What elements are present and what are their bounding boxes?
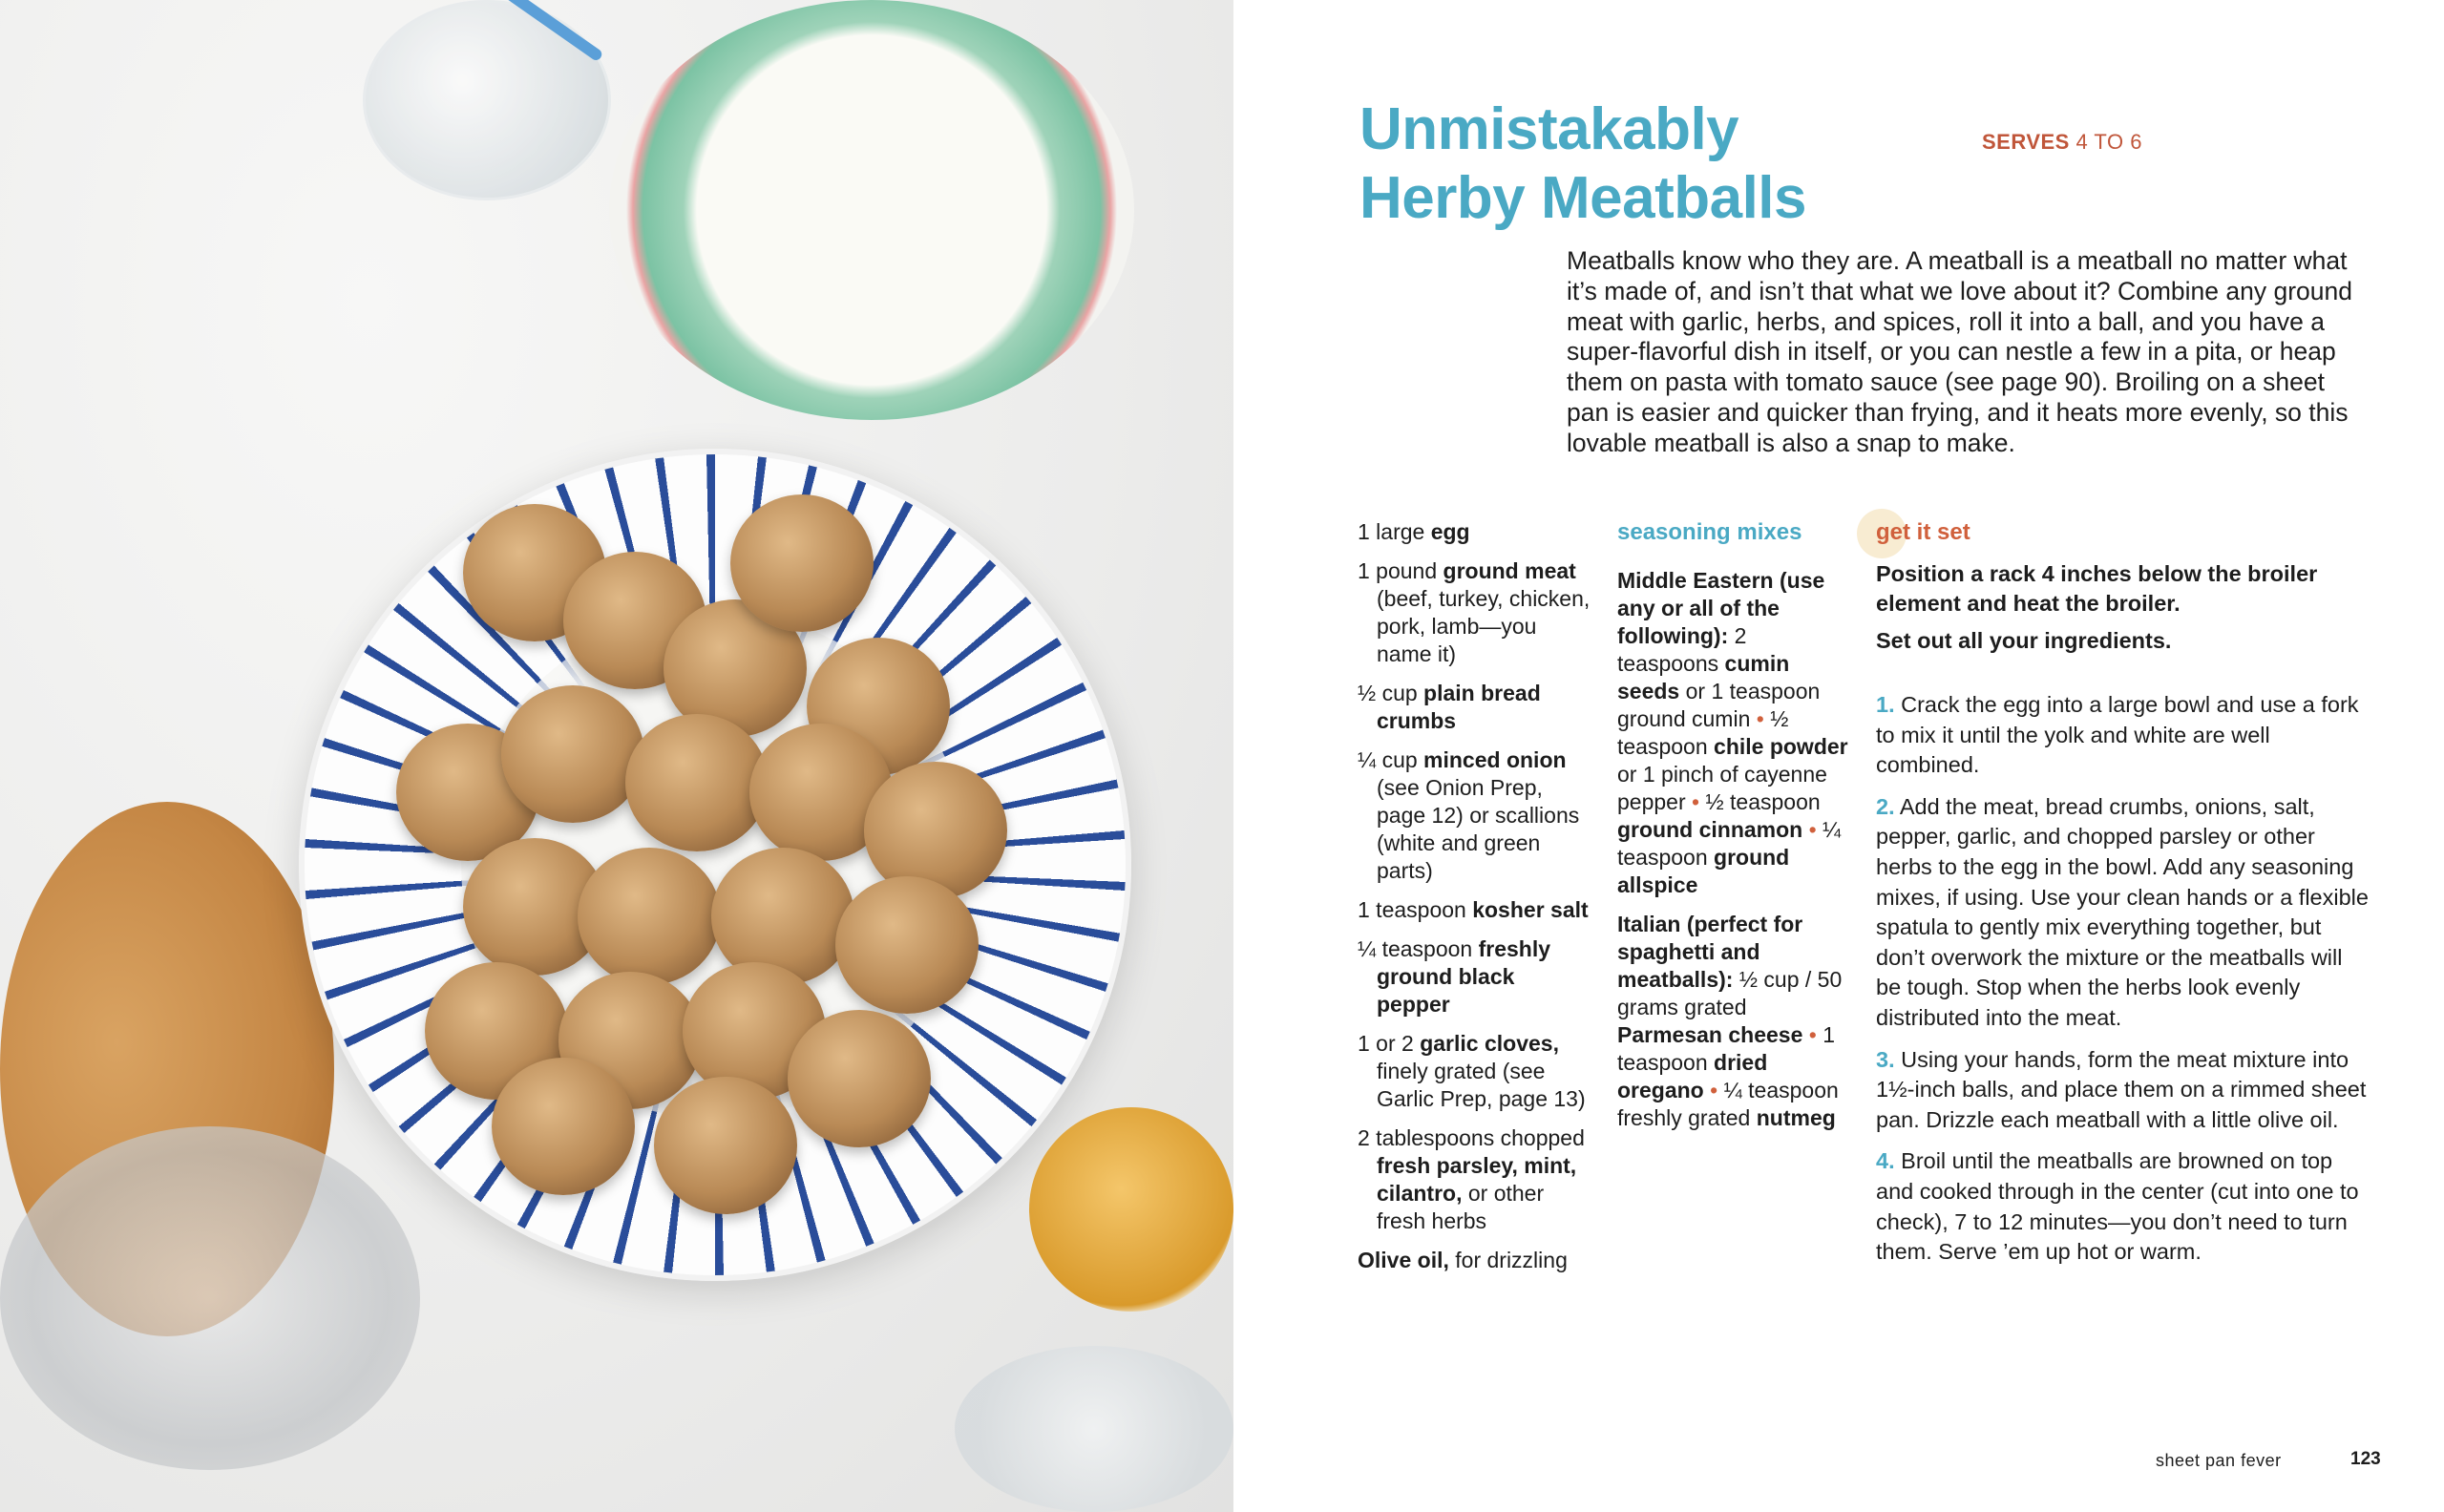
water-glass bbox=[363, 0, 611, 200]
text-segment: or 1 teaspoon ground cumin bbox=[1617, 679, 1821, 731]
text-segment: or other fresh herbs bbox=[1377, 1181, 1545, 1233]
bullet-separator: • bbox=[1756, 706, 1764, 731]
step-text: Add the meat, bread crumbs, onions, salt, pepper, garlic, and chopped parsley or other herbs to the egg in the bowl. Add any seasoning mixes, if using. Use your clean hands or a flexible spatula to gently mix everything together, but don’t overwork the mixture or the meatballs will be tough. Stop when the herbs look evenly distributed into the meat. bbox=[1876, 793, 2369, 1030]
step bbox=[1876, 792, 2372, 1034]
text-segment: garlic cloves, bbox=[1420, 1031, 1559, 1056]
step-number: 1. bbox=[1876, 692, 1895, 717]
text-segment: 1 pound bbox=[1358, 558, 1443, 583]
text-segment: ground meat bbox=[1443, 558, 1576, 583]
setup-heading-text: get it set bbox=[1876, 519, 1970, 545]
intro-paragraph: Meatballs know who they are. A meatball is a meatball no matter what it’s made of, and isn’t that what we love about it? Combine any ground meat with garlic, herbs, and spices, roll it into a ball, and you have a super-flavorful dish in itself, or you can nestle a few in a pita, or heap them on pasta with tomato sauce (see page 90). Broiling on a sheet pan is easier and quicker than frying, and it heats more evenly, so this lovable meatball is also a snap to make. bbox=[1567, 246, 2352, 457]
ingredient-item bbox=[1358, 680, 1591, 735]
ingredient-item bbox=[1358, 935, 1591, 1018]
text-segment: plain bread crumbs bbox=[1377, 681, 1541, 733]
step bbox=[1876, 690, 2372, 781]
page-number: 123 bbox=[2350, 1449, 2381, 1469]
text-segment: 1 teaspoon bbox=[1358, 897, 1473, 922]
text-segment: ½ teaspoon bbox=[1699, 789, 1821, 814]
text-segment: 1 teaspoon bbox=[1617, 1022, 1835, 1075]
title-line-1: Unmistakably bbox=[1359, 96, 1739, 162]
bullet-separator: • bbox=[1692, 789, 1700, 814]
recipe-title bbox=[1359, 95, 1806, 233]
text-segment: Middle Eastern (use any or all of the following): bbox=[1617, 568, 1825, 648]
setup-item: Set out all your ingredients. bbox=[1876, 628, 2172, 653]
seasoning-mix bbox=[1617, 911, 1851, 1132]
meatball bbox=[492, 1058, 635, 1195]
text-segment: (beef, turkey, chicken, pork, lamb—you name it) bbox=[1377, 586, 1591, 666]
setup-item: Position a rack 4 inches below the broiler element and heat the broiler. bbox=[1876, 561, 2318, 616]
bottom-glass bbox=[955, 1346, 1233, 1512]
step bbox=[1876, 1146, 2372, 1267]
meatball bbox=[625, 714, 769, 851]
yogurt-bowl bbox=[609, 0, 1134, 420]
meatball bbox=[654, 1077, 797, 1214]
bullet-separator: • bbox=[1808, 1022, 1817, 1047]
ingredient-item bbox=[1358, 746, 1591, 885]
text-segment: (see Onion Prep, page 12) or scallions (white and green parts) bbox=[1377, 775, 1580, 883]
steps-list bbox=[1876, 690, 2372, 1268]
text-segment: or 1 pinch of cayenne pepper bbox=[1617, 762, 1827, 814]
text-segment: ¼ teaspoon bbox=[1617, 817, 1842, 870]
bullet-separator: • bbox=[1710, 1078, 1718, 1102]
text-segment: ground cinnamon bbox=[1617, 817, 1803, 842]
text-segment: ½ cup bbox=[1358, 681, 1424, 705]
ingredient-item bbox=[1358, 1247, 1591, 1274]
foil bbox=[0, 1126, 420, 1470]
meatball bbox=[835, 876, 979, 1014]
footer-section: sheet pan fever bbox=[2156, 1451, 2282, 1470]
step-text: Crack the egg into a large bowl and use a fork to mix it until the yolk and white are well combined. bbox=[1876, 692, 2359, 778]
text-segment: minced onion bbox=[1423, 747, 1567, 772]
text-segment: ½ teaspoon bbox=[1617, 706, 1789, 759]
ingredient-item bbox=[1358, 518, 1591, 546]
text-segment: ¼ cup bbox=[1358, 747, 1424, 772]
text-segment: egg bbox=[1430, 519, 1470, 544]
text-segment: Olive oil, bbox=[1358, 1248, 1449, 1272]
text-segment: dried oregano bbox=[1617, 1050, 1768, 1102]
text-segment: chile powder bbox=[1714, 734, 1848, 759]
step bbox=[1876, 1045, 2372, 1136]
meatball bbox=[730, 494, 874, 632]
meatball bbox=[578, 848, 721, 985]
text-segment: 2 tablespoons chopped bbox=[1358, 1125, 1585, 1150]
step-text: Using your hands, form the meat mixture into 1½-inch balls, and place them on a rimmed sheet pan. Drizzle each meatball with a little olive oil. bbox=[1876, 1046, 2367, 1132]
step-number: 3. bbox=[1876, 1046, 1895, 1072]
text-segment: ¼ teaspoon freshly grated bbox=[1617, 1078, 1839, 1130]
seasoning-mix bbox=[1617, 567, 1851, 899]
meatball bbox=[788, 1010, 931, 1147]
honey-jar bbox=[1029, 1107, 1233, 1312]
text-segment: ¼ teaspoon bbox=[1358, 936, 1479, 961]
text-segment: Parmesan cheese bbox=[1617, 1022, 1803, 1047]
ingredient-item bbox=[1358, 896, 1591, 924]
text-segment: cumin seeds bbox=[1617, 651, 1790, 704]
seasoning-heading: seasoning mixes bbox=[1617, 519, 1802, 545]
recipe-page bbox=[1233, 0, 2444, 1512]
text-segment: ½ cup / 50 grams grated bbox=[1617, 967, 1843, 1019]
text-segment: for drizzling bbox=[1448, 1248, 1568, 1272]
text-segment: ground allspice bbox=[1617, 845, 1790, 897]
ingredient-item bbox=[1358, 1030, 1591, 1113]
meatball bbox=[501, 685, 644, 823]
method bbox=[1876, 518, 2372, 1279]
step-number: 2. bbox=[1876, 793, 1895, 819]
step-number: 4. bbox=[1876, 1148, 1895, 1174]
text-segment: nutmeg bbox=[1756, 1105, 1836, 1130]
text-segment: 2 teaspoons bbox=[1617, 623, 1747, 676]
text-segment: Italian (perfect for spaghetti and meatballs): bbox=[1617, 912, 1803, 992]
text-segment: fresh parsley, mint, cilantro, bbox=[1377, 1153, 1577, 1206]
serves-label bbox=[1982, 130, 2142, 155]
title-line-2: Herby Meatballs bbox=[1359, 165, 1807, 231]
text-segment: 1 large bbox=[1358, 519, 1431, 544]
text-segment: freshly ground black pepper bbox=[1377, 936, 1551, 1017]
setup-heading bbox=[1876, 518, 2372, 546]
text-segment: 1 or 2 bbox=[1358, 1031, 1421, 1056]
serves-value: 4 TO 6 bbox=[2075, 130, 2142, 154]
ingredients-list bbox=[1358, 518, 1591, 1286]
text-segment: kosher salt bbox=[1472, 897, 1589, 922]
seasoning-mixes bbox=[1617, 518, 1851, 1144]
step-text: Broil until the meatballs are browned on top and cooked through in the center (cut into one to check), 7 to 12 minutes—you don’t need to turn them. Serve ’em up hot or warm. bbox=[1876, 1148, 2359, 1265]
ingredient-item bbox=[1358, 557, 1591, 668]
serves-key: SERVES bbox=[1982, 130, 2070, 154]
bullet-separator: • bbox=[1808, 817, 1817, 842]
text-segment: finely grated (see Garlic Prep, page 13) bbox=[1377, 1059, 1586, 1111]
ingredient-item bbox=[1358, 1124, 1591, 1235]
